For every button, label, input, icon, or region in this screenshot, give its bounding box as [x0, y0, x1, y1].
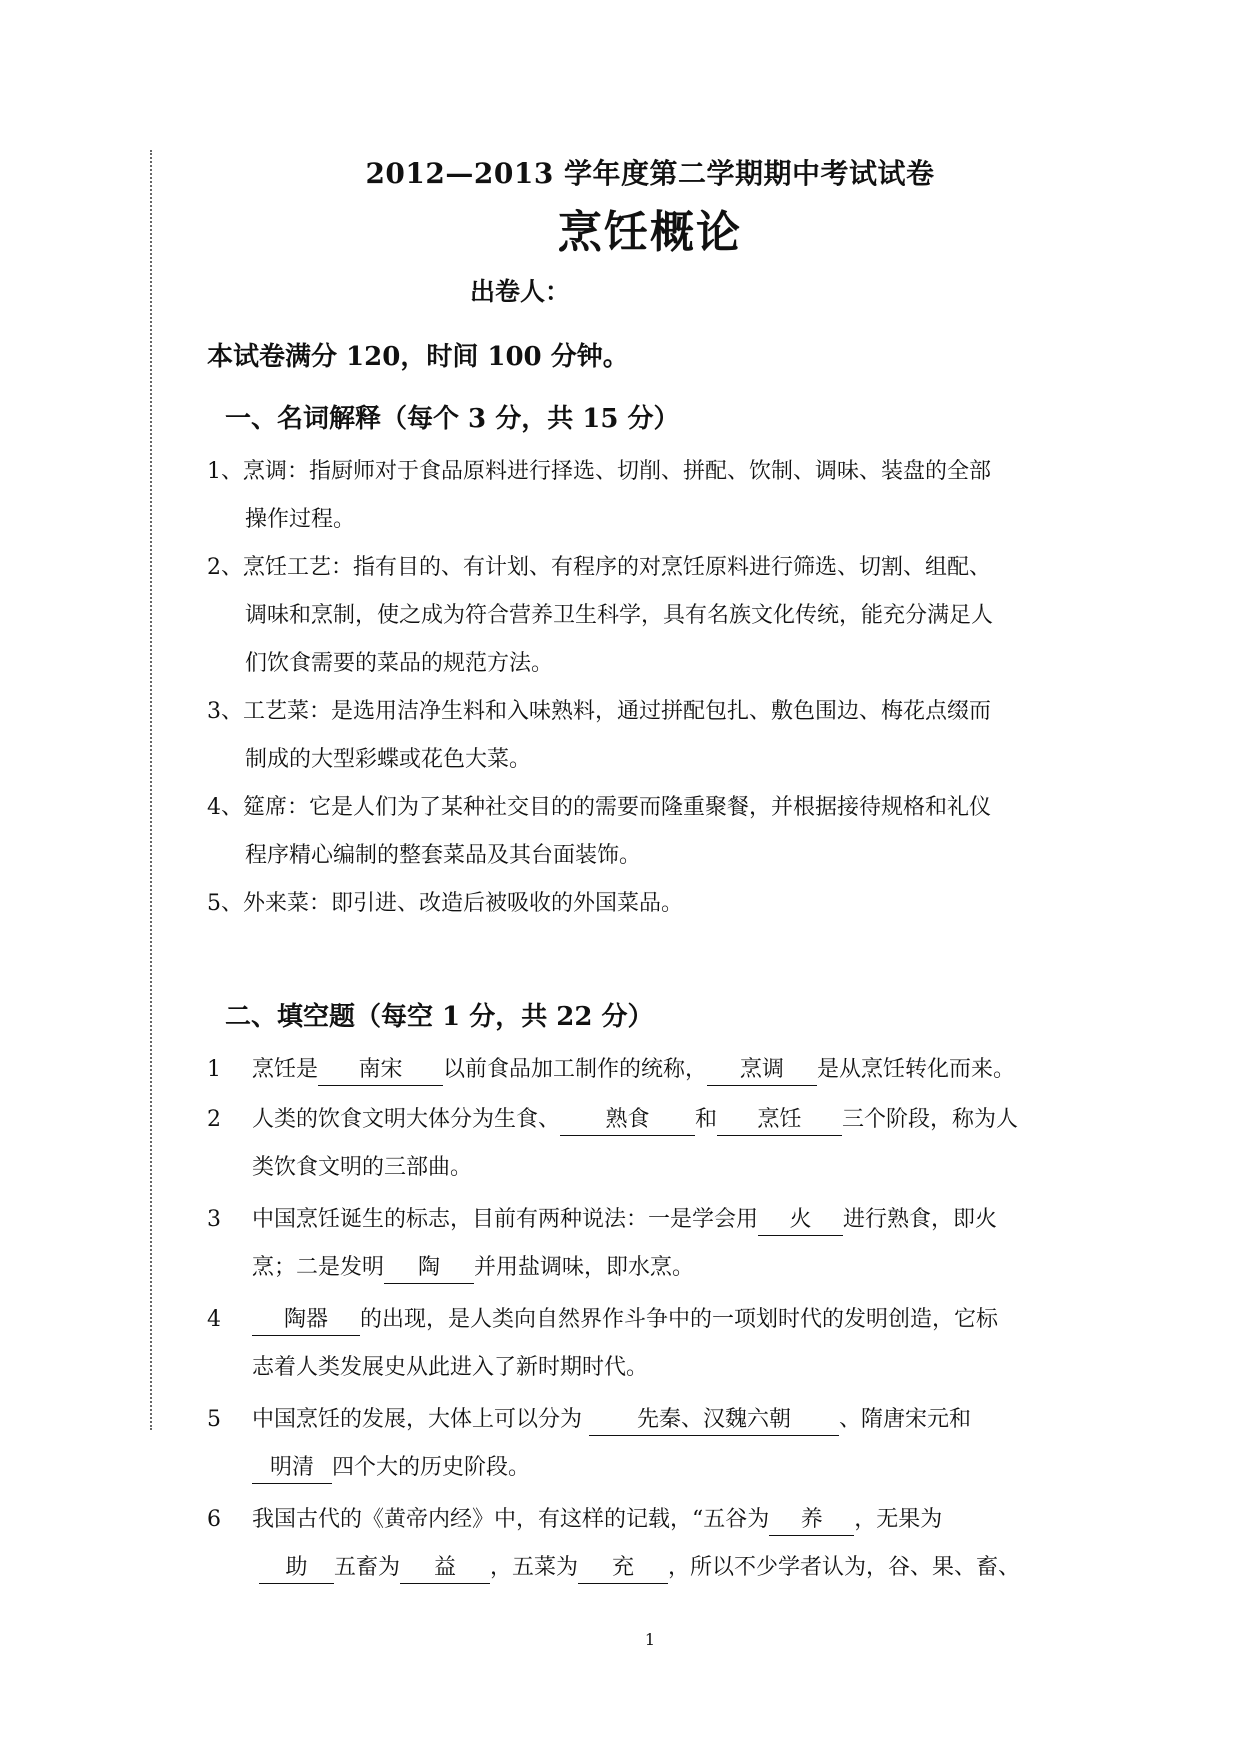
- subject-title: 烹饪概论: [558, 207, 742, 258]
- answer-blank: 先秦、汉魏六朝: [589, 1405, 839, 1436]
- definition-item-2: 2、烹饪工艺：指有目的、有计划、有程序的对烹饪原料进行筛选、切割、组配、 调味和烹制，使之成为符合营养卫生科学，具有名族文化传统，能充分满足人 们饮食需要的菜品的规范方法。: [207, 555, 994, 676]
- answer-blank: 烹饪: [717, 1105, 842, 1136]
- answer-blank: 助: [259, 1553, 334, 1584]
- exam-title: 2012—2013 学年度第二学期期中考试试卷: [365, 157, 935, 190]
- definition-item-5: 5、外来菜：即引进、改造后被吸收的外国菜品。: [207, 891, 684, 916]
- definition-list: [207, 448, 1097, 928]
- binding-dotted-line: [150, 150, 152, 1430]
- exam-page: 2012—2013 学年度第二学期期中考试试卷 烹饪概论 出卷人： 本试卷满分 120，时间 100 分钟。 一、名词解释（每个 3 分，共 15 分） 1、烹调：指厨师对于食品原料进行择选、切削、拼配、饮制、调味、装盘的全部 操作过程。 2、烹饪工艺：指有目的、有计划、有程序的对烹饪原料进行筛选、切割、组配、 调味和烹制，使之成为符合营养卫生科学，具有名族文化传统，能充分满足人 们饮食需要的菜品的规范方法。 3、工艺菜：是选用洁净生料和入味熟料，通过拼配包扎、敷色围边、梅花点缀而 制成的大型彩蝶或花色大菜。 4、筵席：它是人们为了某种社交目的的需要而隆重聚餐，并根据接待规格和礼仪 程序精心编制的整套菜品及其台面装饰。 5、外来菜：即引进、改造后被吸收的外国菜品。 二、填空题（每空 1 分，共 22 分） 1 烹饪是 南宋 以前食品加工制作的统称， 烹调 是从烹饪转化而来。 2 人类的饮食文明大体分为生食、 熟食 和 烹饪 三个阶段，称为人 类饮食文明的三部曲。 3 中国烹饪诞生的标志，目前有两种说法：一是学会用 火 进行熟食，即火 烹；二是发明 陶 并用盐调味，即水烹。 4 陶器 的出现，是人类向自然界作斗争中的一项划时代的发明创造，它标 志着人类发展史从此进入了新时期时代。 5 中国烹饪的发展，大体上可以分为 先秦、汉魏六朝 、隋唐宋元和 明清 四个大的历史阶段。 6 我国古代的《黄帝内经》中，有这样的记载，“五谷为 养 ，无果为 助 五畜为 益 ，五菜为 充 ，所以不少学者认为，谷、果、畜、 1: [0, 0, 1241, 1755]
- answer-blank: 南宋: [318, 1055, 443, 1086]
- author-label: 出卷人：: [470, 277, 571, 306]
- exam-info: 本试卷满分 120，时间 100 分钟。: [207, 342, 629, 372]
- answer-blank: 陶器: [252, 1305, 360, 1336]
- answer-blank: 陶: [384, 1253, 474, 1284]
- answer-blank: 充: [578, 1553, 668, 1584]
- definition-item-1: 1、烹调：指厨师对于食品原料进行择选、切削、拼配、饮制、调味、装盘的全部 操作过程。: [207, 459, 992, 532]
- answer-blank: 明清: [252, 1453, 332, 1484]
- answer-blank: 火: [758, 1205, 843, 1236]
- page-number: 1: [644, 1630, 656, 1649]
- answer-blank: 熟食: [560, 1105, 695, 1136]
- answer-blank: 益: [400, 1553, 490, 1584]
- answer-blank: 养: [769, 1505, 854, 1536]
- section2-heading: 二、填空题（每空 1 分，共 22 分）: [225, 1002, 654, 1032]
- definition-item-4: 4、筵席：它是人们为了某种社交目的的需要而隆重聚餐，并根据接待规格和礼仪 程序精心编制的整套菜品及其台面装饰。: [207, 795, 992, 868]
- answer-blank: 烹调: [707, 1055, 817, 1086]
- section1-heading: 一、名词解释（每个 3 分，共 15 分）: [225, 404, 680, 434]
- definition-item-3: 3、工艺菜：是选用洁净生料和入味熟料，通过拼配包扎、敷色围边、梅花点缀而 制成的大型彩蝶或花色大菜。: [207, 699, 992, 772]
